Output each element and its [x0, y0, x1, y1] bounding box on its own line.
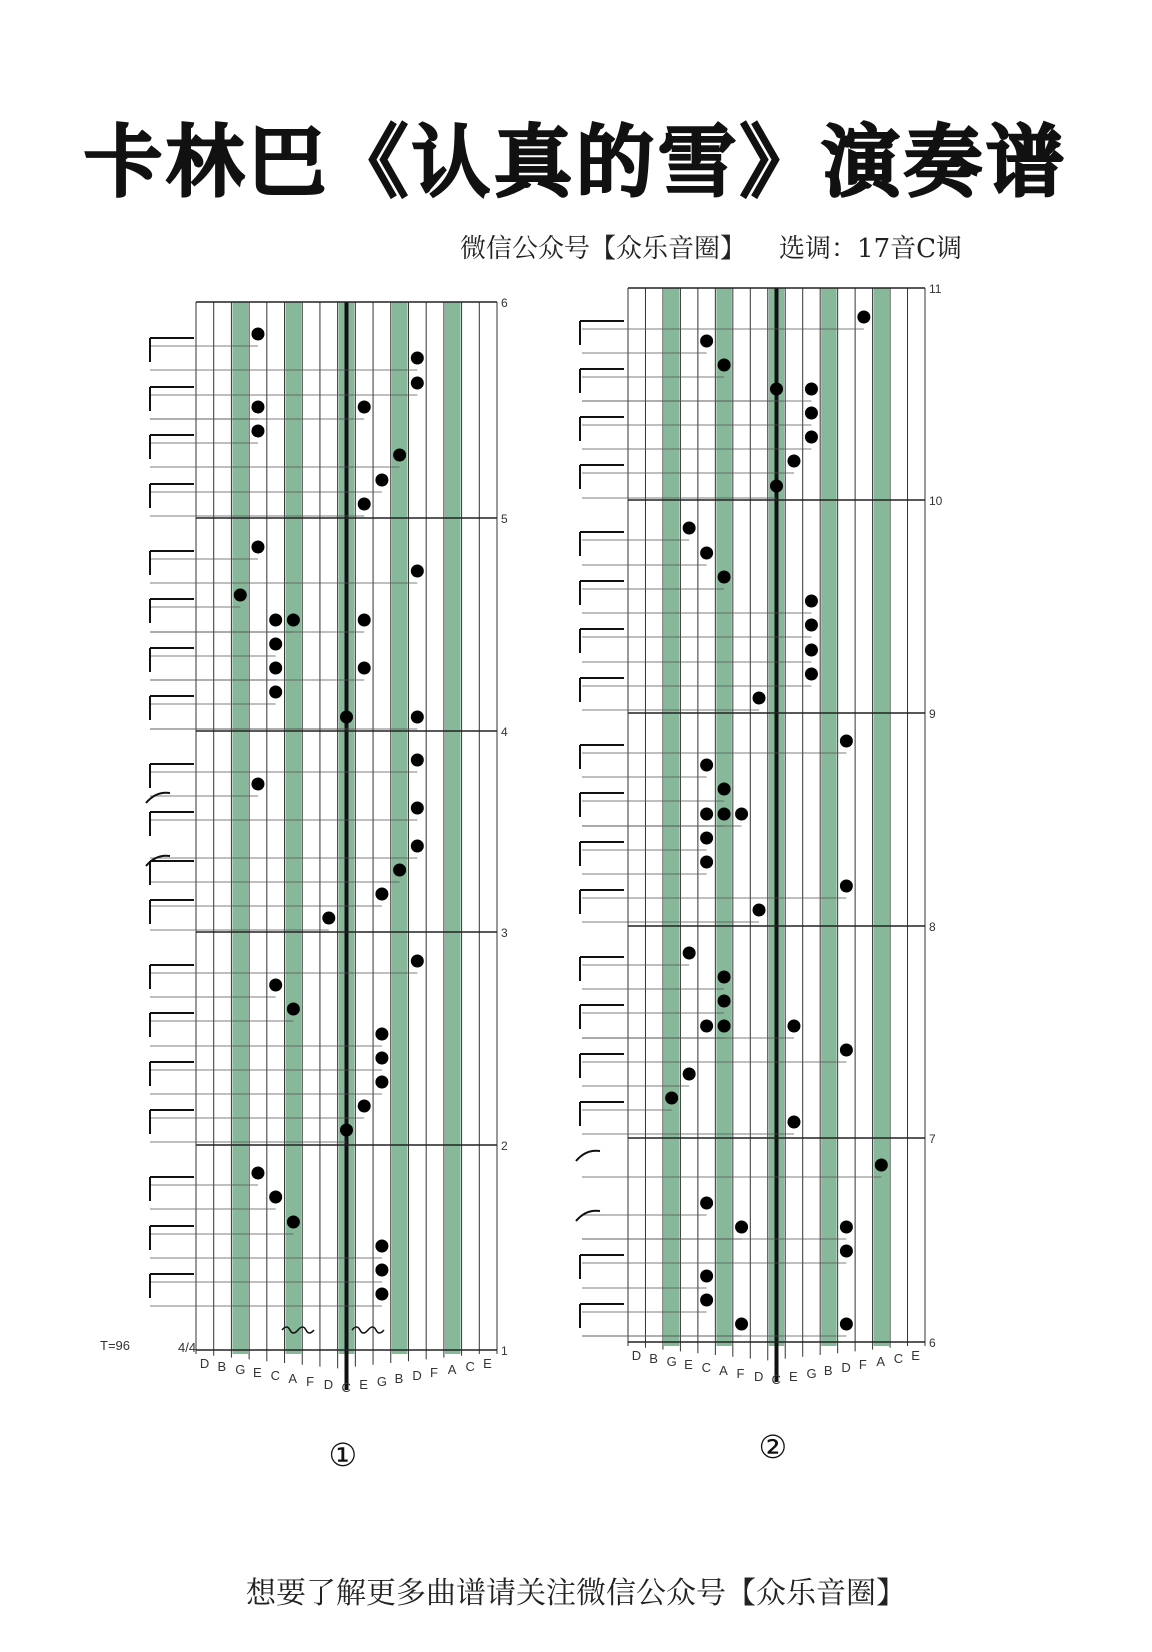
- note-dot: [700, 1020, 713, 1033]
- panel-number: ②: [758, 1428, 788, 1466]
- green-tine: [232, 302, 248, 1354]
- note-dot: [770, 383, 783, 396]
- note-dot: [683, 1068, 696, 1081]
- note-dot: [805, 407, 818, 420]
- note-dot: [375, 1028, 388, 1041]
- note-length-mark: [580, 957, 624, 981]
- tine-label: C: [701, 1360, 712, 1375]
- note-dot: [735, 1318, 748, 1331]
- page-title: 卡林巴《认真的雪》演奏谱: [83, 118, 1068, 208]
- note-dot: [840, 735, 853, 748]
- note-dot: [840, 880, 853, 893]
- note-dot: [251, 1167, 264, 1180]
- note-dot: [718, 359, 731, 372]
- note-length-mark: [580, 532, 624, 556]
- measure-number: 9: [929, 707, 936, 721]
- note-dot: [718, 783, 731, 796]
- note-dot: [287, 614, 300, 627]
- measure-number: 8: [929, 920, 936, 934]
- note-dot: [735, 1221, 748, 1234]
- note-length-mark: [580, 1255, 624, 1279]
- note-length-mark: [580, 465, 624, 489]
- tine-label: F: [306, 1374, 315, 1389]
- note-dot: [700, 1294, 713, 1307]
- footer-text: 想要了解更多曲谱请关注微信公众号【众乐音圈】: [246, 1576, 906, 1611]
- note-dot: [411, 955, 424, 968]
- tine-label: A: [447, 1362, 457, 1377]
- tine-label: B: [394, 1371, 404, 1386]
- note-length-mark: [150, 1177, 194, 1201]
- note-dot: [700, 1197, 713, 1210]
- note-length-mark: [580, 890, 624, 914]
- tine-label: D: [323, 1377, 334, 1392]
- note-dot: [251, 328, 264, 341]
- note-dot: [358, 1100, 371, 1113]
- note-dot: [411, 711, 424, 724]
- note-length-mark: [150, 764, 194, 788]
- slur-mark: [576, 1151, 600, 1161]
- note-length-mark: [580, 417, 624, 441]
- note-length-mark: [150, 387, 194, 411]
- measure-number: 6: [501, 296, 508, 310]
- note-dot: [269, 638, 282, 651]
- tine-label: D: [754, 1369, 764, 1384]
- note-dot: [787, 1020, 800, 1033]
- measure-number: 4: [501, 725, 508, 739]
- note-length-mark: [150, 599, 194, 623]
- slur-mark: [146, 793, 170, 803]
- note-dot: [700, 832, 713, 845]
- note-dot: [700, 808, 713, 821]
- note-dot: [411, 565, 424, 578]
- note-length-mark: [150, 1110, 194, 1134]
- note-dot: [375, 1240, 388, 1253]
- measure-number: 3: [501, 926, 508, 940]
- tine-label: D: [199, 1356, 210, 1371]
- note-length-mark: [150, 1013, 194, 1037]
- note-dot: [322, 912, 335, 925]
- note-dot: [358, 401, 371, 414]
- tine-label: C: [270, 1368, 281, 1383]
- note-dot: [287, 1003, 300, 1016]
- note-dot: [340, 1124, 353, 1137]
- tine-label: E: [483, 1356, 492, 1371]
- note-dot: [358, 662, 371, 675]
- tine-label: C: [771, 1372, 781, 1387]
- tine-label: C: [893, 1351, 904, 1366]
- note-dot: [269, 686, 282, 699]
- note-dot: [411, 754, 424, 767]
- tine-label: E: [684, 1357, 693, 1372]
- note-dot: [805, 431, 818, 444]
- note-dot: [857, 311, 870, 324]
- note-dot: [718, 971, 731, 984]
- note-dot: [251, 541, 264, 554]
- note-dot: [700, 547, 713, 560]
- note-length-mark: [580, 1054, 624, 1078]
- note-dot: [718, 1020, 731, 1033]
- tine-label: E: [788, 1369, 798, 1384]
- note-dot: [805, 644, 818, 657]
- note-length-mark: [580, 678, 624, 702]
- note-dot: [700, 759, 713, 772]
- tempo-label: T=96: [100, 1338, 130, 1353]
- tremolo-mark: [352, 1327, 384, 1333]
- tab-panel-1: [146, 296, 508, 1474]
- note-dot: [840, 1221, 853, 1234]
- note-dot: [683, 522, 696, 535]
- green-tine: [664, 288, 679, 1346]
- note-dot: [718, 995, 731, 1008]
- measure-number: 1: [501, 1344, 508, 1358]
- note-dot: [375, 888, 388, 901]
- note-length-mark: [150, 338, 194, 362]
- note-dot: [700, 856, 713, 869]
- note-dot: [770, 480, 783, 493]
- note-dot: [269, 614, 282, 627]
- note-length-mark: [150, 900, 194, 924]
- note-dot: [875, 1159, 888, 1172]
- tine-label: A: [876, 1354, 885, 1369]
- note-dot: [840, 1318, 853, 1331]
- note-dot: [787, 455, 800, 468]
- tine-label: G: [376, 1374, 388, 1389]
- note-dot: [805, 383, 818, 396]
- green-tine: [874, 288, 889, 1346]
- note-length-mark: [580, 793, 624, 817]
- note-dot: [375, 1288, 388, 1301]
- note-dot: [840, 1245, 853, 1258]
- green-tine: [445, 302, 461, 1354]
- note-dot: [269, 1191, 282, 1204]
- measure-number: 7: [929, 1132, 936, 1146]
- green-tine: [286, 302, 302, 1354]
- note-length-mark: [150, 1226, 194, 1250]
- note-length-mark: [580, 1102, 624, 1126]
- note-dot: [269, 979, 282, 992]
- note-dot: [375, 1264, 388, 1277]
- note-dot: [735, 808, 748, 821]
- note-dot: [393, 864, 406, 877]
- measure-number: 10: [929, 494, 943, 508]
- note-dot: [718, 808, 731, 821]
- note-dot: [251, 401, 264, 414]
- note-length-mark: [580, 1005, 624, 1029]
- tine-label: D: [631, 1348, 642, 1363]
- tine-label: C: [341, 1380, 351, 1395]
- tine-label: G: [235, 1362, 246, 1377]
- note-length-mark: [150, 484, 194, 508]
- tine-label: F: [430, 1365, 438, 1380]
- note-dot: [287, 1216, 300, 1229]
- note-length-mark: [580, 745, 624, 769]
- note-length-mark: [150, 1062, 194, 1086]
- note-length-mark: [150, 551, 194, 575]
- measure-number: 5: [501, 512, 508, 526]
- note-dot: [840, 1044, 853, 1057]
- note-dot: [787, 1116, 800, 1129]
- time-signature: 4/4: [178, 1340, 197, 1355]
- note-length-mark: [150, 435, 194, 459]
- note-dot: [805, 595, 818, 608]
- kalimba-tabs: [0, 282, 1152, 1490]
- note-length-mark: [150, 965, 194, 989]
- panel-number: ①: [328, 1436, 358, 1474]
- note-dot: [718, 571, 731, 584]
- green-tine: [821, 288, 836, 1346]
- measure-number: 2: [501, 1139, 508, 1153]
- tine-label: B: [217, 1359, 227, 1374]
- note-dot: [375, 1052, 388, 1065]
- note-dot: [805, 619, 818, 632]
- tine-label: F: [858, 1357, 867, 1372]
- note-length-mark: [150, 861, 194, 885]
- note-dot: [665, 1092, 678, 1105]
- note-dot: [375, 474, 388, 487]
- note-dot: [269, 662, 282, 675]
- note-length-mark: [580, 369, 624, 393]
- tine-label: B: [823, 1363, 833, 1378]
- note-dot: [411, 802, 424, 815]
- note-length-mark: [150, 812, 194, 836]
- note-dot: [251, 425, 264, 438]
- tine-label: E: [252, 1365, 262, 1380]
- tine-label: A: [288, 1371, 298, 1386]
- note-dot: [411, 840, 424, 853]
- note-dot: [251, 778, 264, 791]
- note-dot: [234, 589, 247, 602]
- tine-label: D: [412, 1368, 422, 1383]
- note-dot: [375, 1076, 388, 1089]
- note-dot: [700, 335, 713, 348]
- tine-label: G: [666, 1354, 677, 1369]
- note-dot: [753, 692, 766, 705]
- note-length-mark: [580, 1304, 624, 1328]
- slur-mark: [576, 1211, 600, 1221]
- tine-label: A: [719, 1363, 728, 1378]
- note-length-mark: [580, 842, 624, 866]
- note-dot: [411, 352, 424, 365]
- tine-label: D: [841, 1360, 851, 1375]
- note-length-mark: [580, 581, 624, 605]
- tine-label: C: [465, 1359, 475, 1374]
- tab-panel-2: [576, 282, 943, 1466]
- note-dot: [358, 614, 371, 627]
- note-dot: [340, 711, 353, 724]
- note-dot: [358, 498, 371, 511]
- tine-label: F: [736, 1366, 745, 1381]
- note-length-mark: [580, 321, 624, 345]
- note-dot: [683, 947, 696, 960]
- note-dot: [411, 377, 424, 390]
- note-dot: [805, 668, 818, 681]
- note-dot: [700, 1270, 713, 1283]
- note-length-mark: [150, 1274, 194, 1298]
- note-dot: [393, 449, 406, 462]
- tine-label: E: [911, 1348, 920, 1363]
- tine-label: E: [359, 1377, 368, 1392]
- note-length-mark: [150, 696, 194, 720]
- measure-number: 11: [929, 282, 942, 296]
- note-length-mark: [580, 629, 624, 653]
- measure-number: 6: [929, 1336, 936, 1350]
- note-length-mark: [150, 648, 194, 672]
- tine-label: B: [649, 1351, 658, 1366]
- tine-label: G: [806, 1366, 817, 1381]
- note-dot: [753, 904, 766, 917]
- subtitle: 微信公众号【众乐音圈】 选调：17音C调: [460, 234, 963, 264]
